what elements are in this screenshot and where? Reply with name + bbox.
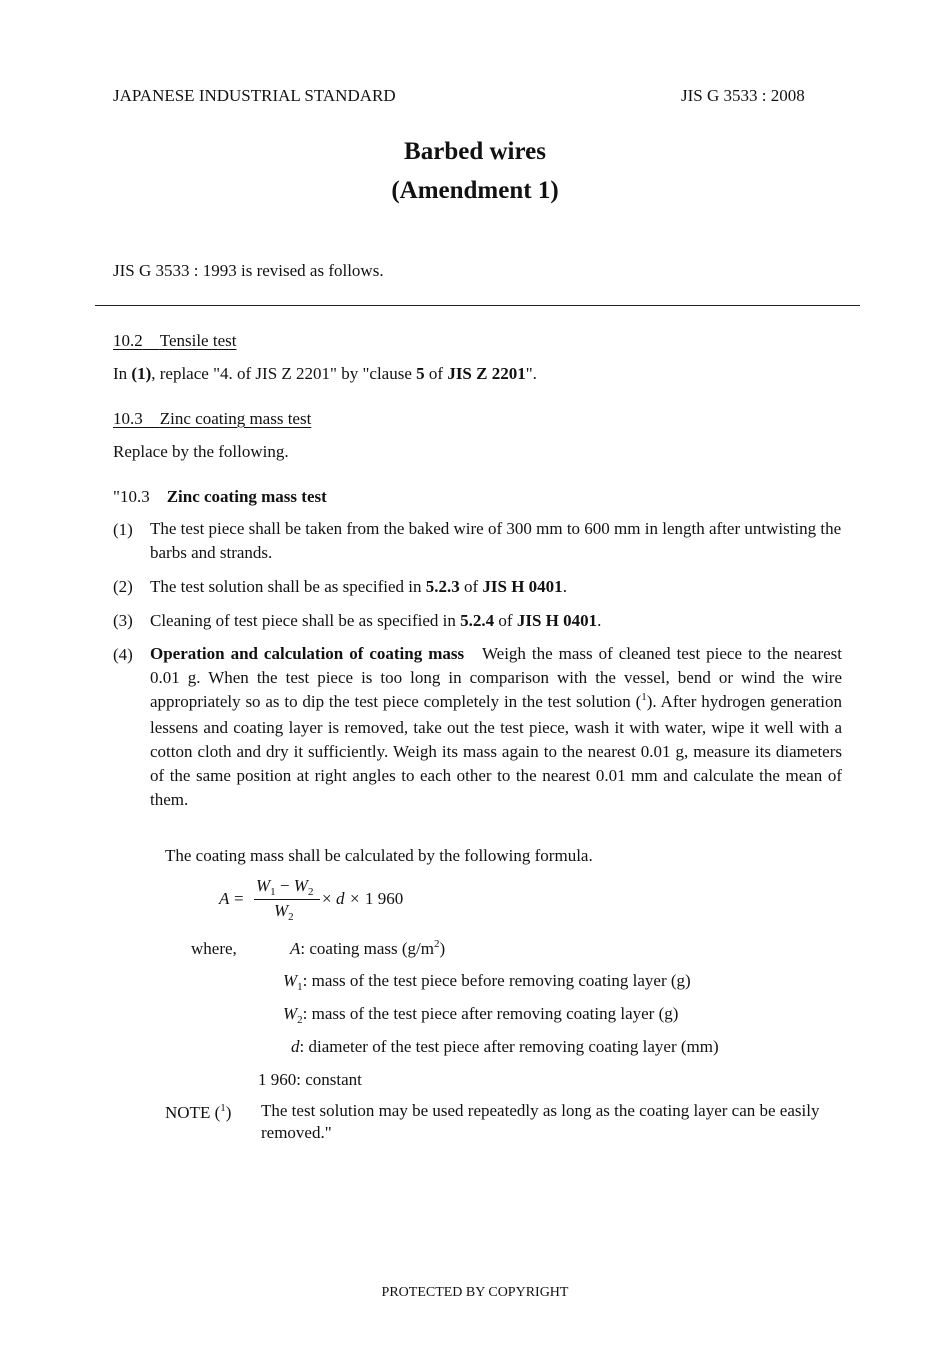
section-10-2-text: In (1), replace "4. of JIS Z 2201" by "clause 5 of JIS Z 2201". xyxy=(113,364,537,383)
header-standard-name: JAPANESE INDUSTRIAL STANDARD xyxy=(113,86,396,105)
note-text: The test solution may be used repeatedly as long as the coating layer can be easily removed." xyxy=(261,1101,820,1142)
header-standard-number: JIS G 3533 : 2008 xyxy=(681,86,805,105)
section-title: Tensile test xyxy=(159,331,237,350)
item-3-number: (3) xyxy=(113,611,133,630)
section-title: Zinc coating mass test xyxy=(159,409,312,428)
where-w2: $W_2$: mass of the test piece after removing coating layer (g) xyxy=(283,1004,679,1026)
item-2-text: The test solution shall be as specified in 5.2.3 of JIS H 0401. xyxy=(150,577,567,596)
where-constant: 1 960: constant xyxy=(258,1070,362,1089)
item-4-number: (4) xyxy=(113,645,133,664)
formula-numerator: $W_1 - W_2$ xyxy=(256,876,314,898)
item-2-number: (2) xyxy=(113,577,133,596)
page-title: Barbed wires xyxy=(404,138,546,165)
section-10-2-heading xyxy=(113,331,236,351)
replace-instruction: Replace by the following. xyxy=(113,442,289,461)
section-number: 10.3 xyxy=(113,409,143,428)
copyright-footer: PROTECTED BY COPYRIGHT xyxy=(381,1285,569,1300)
formula-denominator: $W_2$ xyxy=(274,901,294,923)
where-label: where, xyxy=(191,939,237,958)
where-d: d: diameter of the test piece after removing coating layer (mm) xyxy=(291,1037,719,1056)
section-10-3-heading xyxy=(113,409,311,429)
formula-intro: The coating mass shall be calculated by the following formula. xyxy=(165,846,593,865)
section-number: 10.2 xyxy=(113,331,143,350)
item-1-text: The test piece shall be taken from the baked wire of 300 mm to 600 mm in length after untwisting the barbs and strands. xyxy=(150,519,842,562)
where-a: A: coating mass $(g/m^2)$ xyxy=(290,938,446,958)
page-subtitle: (Amendment 1) xyxy=(391,177,559,204)
item-4-text: Operation and calculation of coating mass Weigh the mass of cleaned test piece to the nearest 0.01 g. When the test piece is too long in comparison with the vessel, bend or wind the wire appropriately so as to dip the test piece completely in the test solution ($^1$). After hydrogen generation lessens and coating layer is removed, take out the test piece, wash it with water, wipe it well with a cotton cloth and dry it sufficiently. Weigh its mass again to the nearest 0.01 g, measure its diameters of the same position at right angles to each other to the nearest 0.01 mm and calculate the mean of them. xyxy=(150,644,843,809)
fraction-bar xyxy=(254,899,320,900)
where-w1: $W_1$: mass of the test piece before removing coating layer (g) xyxy=(283,971,691,993)
quoted-section-heading: "10.3 Zinc coating mass test xyxy=(113,487,327,506)
note-label: NOTE ($^1$) xyxy=(165,1102,232,1122)
divider-line xyxy=(95,305,860,306)
intro-text: JIS G 3533 : 1993 is revised as follows. xyxy=(113,261,384,280)
item-1-number: (1) xyxy=(113,520,133,539)
item-3-text: Cleaning of test piece shall be as specified in 5.2.4 of JIS H 0401. xyxy=(150,611,602,630)
